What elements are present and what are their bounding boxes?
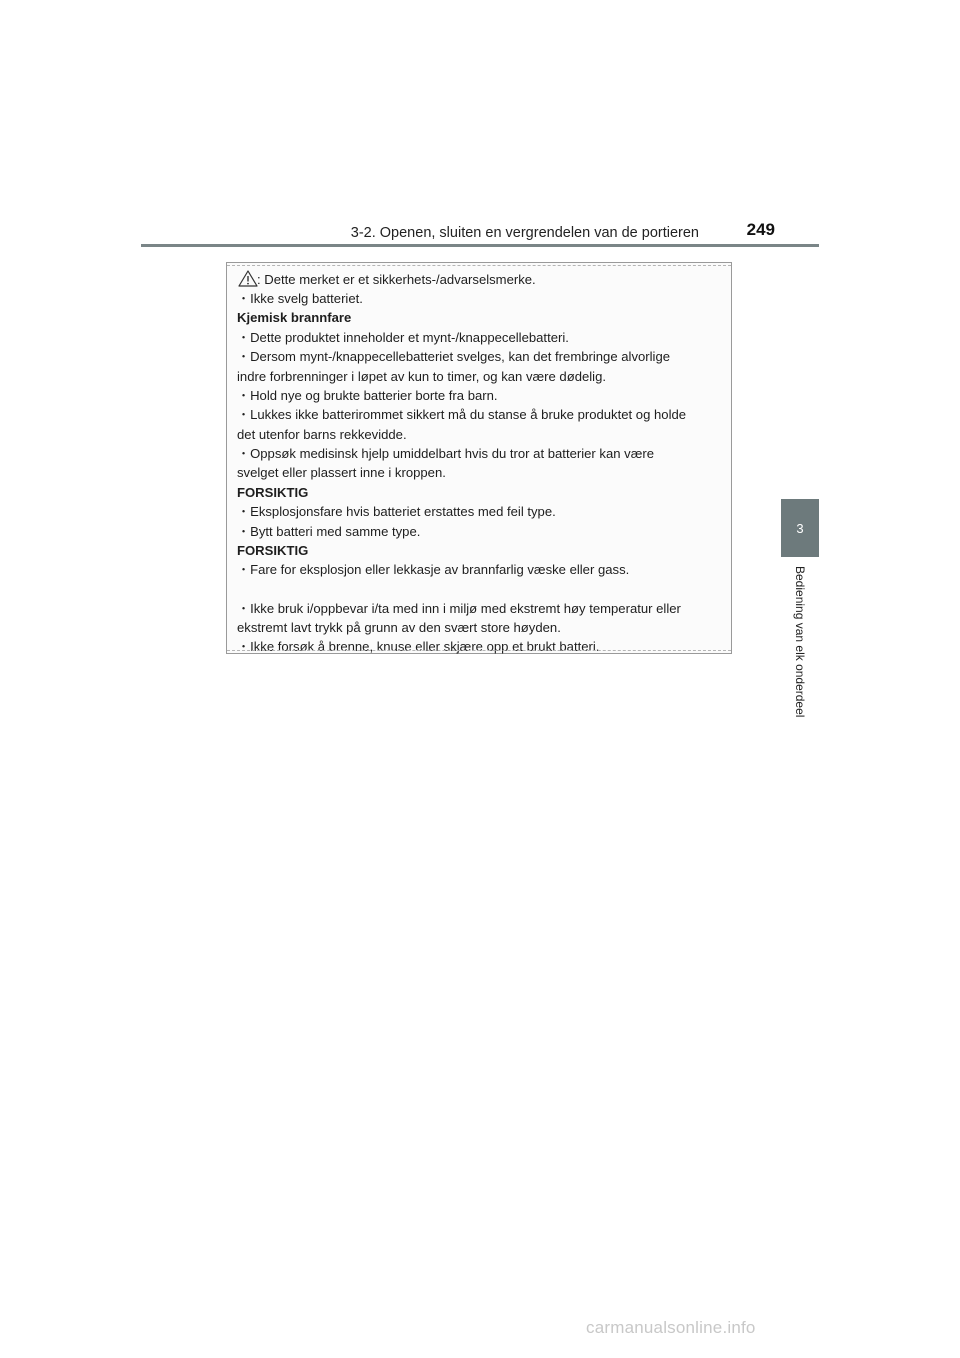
warning-line: det utenfor barns rekkevidde. [237,427,407,442]
warning-line: ・Dersom mynt-/knappecellebatteriet svelges, kan det frembringe alvorlige [237,349,671,364]
warning-line: indre forbrenninger i løpet av kun to timer, og kan være dødelig. [237,369,606,384]
warning-heading: FORSIKTIG [237,485,309,500]
warning-line: svelget eller plassert inne i kroppen. [237,465,446,480]
warning-line: ・Bytt batteri med samme type. [237,524,421,539]
warning-line: ・Lukkes ikke batterirommet sikkert må du stanse å bruke produktet og holde [237,407,687,422]
chapter-label: Bediening van elk onderdeel [793,566,807,718]
warning-line: ・Hold nye og brukte batterier borte fra barn. [237,388,498,403]
warning-line: ・Ikke forsøk å brenne, knuse eller skjære opp et brukt batteri. [237,639,600,654]
warning-line: ・Oppsøk medisinsk hjelp umiddelbart hvis du tror at batterier kan være [237,446,654,461]
warning-heading: FORSIKTIG [237,543,309,558]
watermark: carmanualsonline.info [586,1318,756,1337]
chapter-tab [781,499,819,557]
page-number: 249 [746,220,775,239]
warning-line: ・Dette produktet inneholder et mynt-/knappecellebatteri. [237,330,569,345]
header-rule [141,244,819,247]
warning-heading: Kjemisk brannfare [237,310,352,325]
warning-line: : Dette merket er et sikkerhets-/advarselsmerke. [257,272,536,287]
section-title: 3-2. Openen, sluiten en vergrendelen van de portieren [350,225,699,241]
warning-triangle-icon [238,270,258,287]
warning-line: ・Ikke svelg batteriet. [237,291,363,306]
warning-line: ・Ikke bruk i/oppbevar i/ta med inn i miljø med ekstremt høy temperatur eller [237,601,681,616]
page-header [141,218,819,246]
warning-line: ・Fare for eksplosjon eller lekkasje av brannfarlig væske eller gass. [237,562,630,577]
warning-line: ekstremt lavt trykk på grunn av den svært store høyden. [237,620,561,635]
warning-line: ・Eksplosjonsfare hvis batteriet erstattes med feil type. [237,504,556,519]
warning-box [226,262,732,654]
chapter-number: 3 [796,520,804,536]
